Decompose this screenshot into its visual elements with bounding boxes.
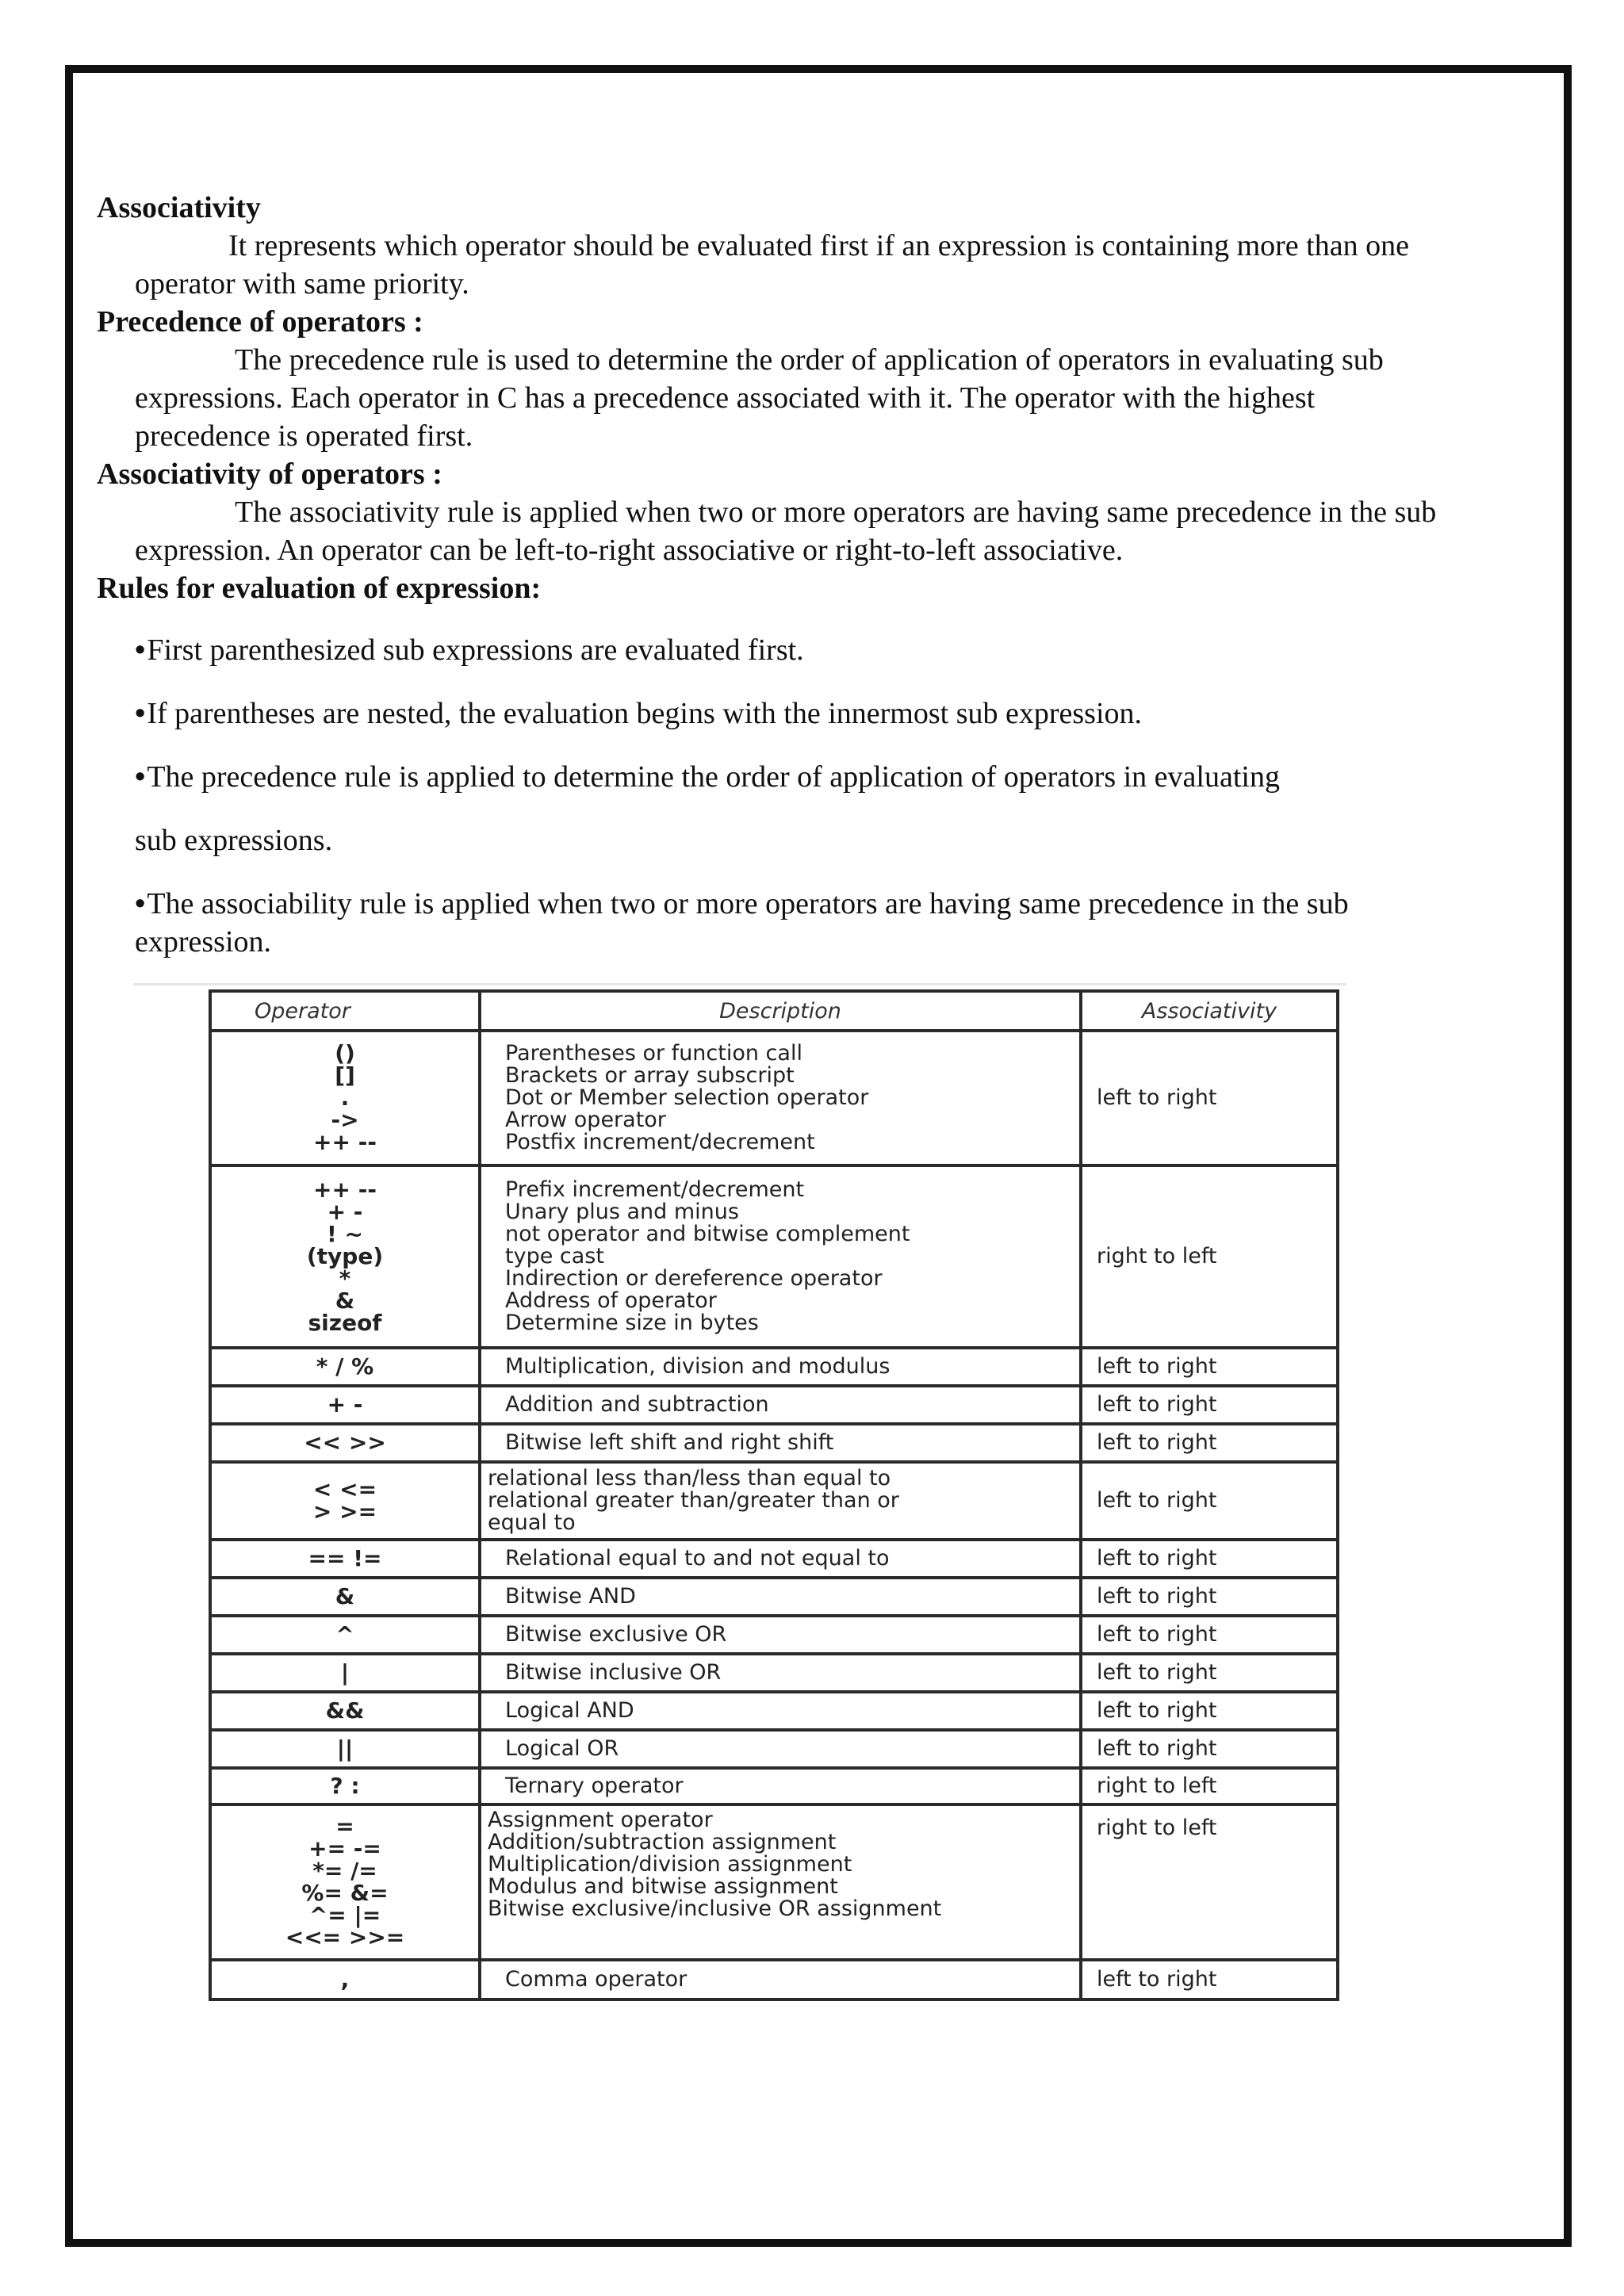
table-row: [210, 1540, 1338, 1578]
table-row: [210, 1730, 1338, 1768]
cell-description: Bitwise exclusive OR: [480, 1616, 1081, 1654]
assoc-line-2: operator with same priority.: [135, 267, 469, 300]
cell-associativity: left to right: [1081, 1348, 1338, 1386]
cell-associativity: left to right: [1081, 1654, 1338, 1692]
cell-operator: &&: [210, 1692, 480, 1730]
prec-line-2: expressions. Each operator in C has a precedence associated with it. The operator with the highest: [135, 381, 1316, 415]
cell-operator: () [] . -> ++ --: [210, 1031, 480, 1165]
list-item: sub expressions.: [135, 824, 333, 857]
cell-operator: < <= > >=: [210, 1462, 480, 1540]
cell-operator: ,: [210, 1960, 480, 1999]
cell-description: Comma operator: [480, 1960, 1081, 1999]
table-row: [210, 1960, 1338, 1999]
cell-description: Bitwise inclusive OR: [480, 1654, 1081, 1692]
table-row: [210, 1424, 1338, 1462]
cell-operator: ? :: [210, 1768, 480, 1804]
cell-operator: ^: [210, 1616, 480, 1654]
list-item: •If parentheses are nested, the evaluation begins with the innermost sub expression.: [97, 695, 1532, 733]
table-header-row: [210, 991, 1338, 1031]
prec-line-3: precedence is operated first.: [135, 419, 473, 453]
cell-associativity: left to right: [1081, 1462, 1338, 1540]
cell-description: Addition and subtraction: [480, 1386, 1081, 1424]
cell-description: Logical AND: [480, 1692, 1081, 1730]
cell-description: Prefix increment/decrement Unary plus and minus not operator and bitwise complement type cast Indirection or dereference operator Address of operator Determine size in bytes: [480, 1165, 1081, 1348]
list-item: •The associability rule is applied when two or more operators are having same precedence in the sub: [97, 885, 1532, 923]
cell-operator: = += -= *= /= %= &= ^= |= <<= >>=: [210, 1804, 480, 1960]
cell-operator: + -: [210, 1386, 480, 1424]
cell-associativity: left to right: [1081, 1540, 1338, 1578]
table-row: [210, 1386, 1338, 1424]
table-row: [210, 1348, 1338, 1386]
cell-associativity: right to left: [1081, 1804, 1338, 1960]
cell-description: Bitwise AND: [480, 1578, 1081, 1616]
assoc-line-1: It represents which operator should be evaluated first if an expression is containing more than one: [228, 229, 1409, 262]
assocop-line-1: The associativity rule is applied when two or more operators are having same precedence in the sub: [235, 496, 1437, 529]
table-row: [210, 1654, 1338, 1692]
table-row: [210, 1804, 1338, 1960]
cell-description: Multiplication, division and modulus: [480, 1348, 1081, 1386]
cell-operator: == !=: [210, 1540, 480, 1578]
table-row: [210, 1462, 1338, 1540]
bullet-icon: •: [135, 697, 146, 730]
list-item: •The precedence rule is applied to determine the order of application of operators in evaluating: [97, 758, 1532, 796]
cell-operator: ++ -- + - ! ~ (type) * & sizeof: [210, 1165, 480, 1348]
cell-description: relational less than/less than equal to relational greater than/greater than or equal to: [480, 1462, 1081, 1540]
table-row: [210, 1692, 1338, 1730]
cell-associativity: left to right: [1081, 1386, 1338, 1424]
assocop-line-2: expression. An operator can be left-to-right associative or right-to-left associative.: [135, 534, 1124, 567]
cell-description: Logical OR: [480, 1730, 1081, 1768]
cell-associativity: left to right: [1081, 1616, 1338, 1654]
para-precedence: [97, 341, 1532, 455]
heading-rules: Rules for evaluation of expression:: [97, 572, 542, 605]
cell-description: Ternary operator: [480, 1768, 1081, 1804]
cell-operator: ||: [210, 1730, 480, 1768]
para-assoc-operators: [97, 493, 1532, 569]
cell-operator: |: [210, 1654, 480, 1692]
table-row: [210, 1578, 1338, 1616]
operator-table-image: [133, 983, 1346, 2014]
cell-associativity: left to right: [1081, 1692, 1338, 1730]
prec-line-1: The precedence rule is used to determine the order of application of operators in evaluating sub: [235, 343, 1384, 377]
heading-precedence: Precedence of operators :: [97, 305, 423, 339]
cell-associativity: left to right: [1081, 1730, 1338, 1768]
cell-associativity: right to left: [1081, 1165, 1338, 1348]
cell-operator: << >>: [210, 1424, 480, 1462]
rules-list: [97, 631, 1532, 961]
bullet-icon: •: [135, 633, 146, 667]
cell-associativity: left to right: [1081, 1424, 1338, 1462]
cell-operator: * / %: [210, 1348, 480, 1386]
cell-associativity: left to right: [1081, 1031, 1338, 1165]
operator-precedence-table: [209, 989, 1339, 2001]
cell-associativity: left to right: [1081, 1578, 1338, 1616]
bullet-icon: •: [135, 760, 146, 794]
header-operator: Operator: [210, 991, 480, 1031]
cell-associativity: left to right: [1081, 1960, 1338, 1999]
header-description: Description: [480, 991, 1081, 1031]
list-item: •First parenthesized sub expressions are evaluated first.: [97, 631, 1532, 669]
cell-description: Assignment operator Addition/subtraction assignment Multiplication/division assignment Modulus and bitwise assignment Bitwise exclusive/inclusive OR assignment: [480, 1804, 1081, 1960]
cell-operator: &: [210, 1578, 480, 1616]
bullet-icon: •: [135, 887, 146, 920]
heading-assoc-operators: Associativity of operators :: [97, 457, 442, 491]
cell-associativity: right to left: [1081, 1768, 1338, 1804]
header-associativity: Associativity: [1081, 991, 1338, 1031]
table-row: [210, 1616, 1338, 1654]
table-row: [210, 1165, 1338, 1348]
list-item: expression.: [135, 925, 272, 959]
table-row: [210, 1768, 1338, 1804]
cell-description: Bitwise left shift and right shift: [480, 1424, 1081, 1462]
cell-description: Parentheses or function call Brackets or array subscript Dot or Member selection operator Arrow operator Postfix increment/decrement: [480, 1031, 1081, 1165]
cell-description: Relational equal to and not equal to: [480, 1540, 1081, 1578]
document-body: [97, 189, 1532, 961]
heading-associativity: Associativity: [97, 191, 261, 224]
para-associativity: [97, 227, 1532, 303]
table-row: [210, 1031, 1338, 1165]
